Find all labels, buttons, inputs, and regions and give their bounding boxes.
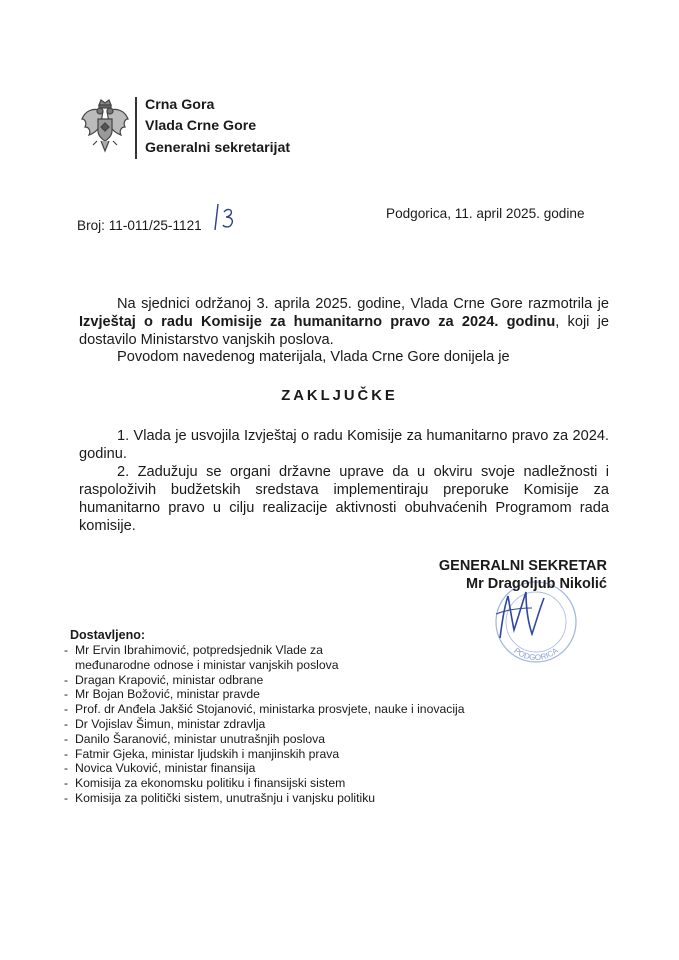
conclusion-item-1-text: 1. Vlada je usvojila Izvještaj o radu Komisije za humanitarno pravo za 2024. godinu. bbox=[79, 428, 609, 462]
list-item: - Komisija za politički sistem, unutrašnju i vanjsku politiku bbox=[64, 791, 465, 806]
conclusion-item-2-text: 2. Zadužuju se organi državne uprave da u okviru svoje nadležnosti i raspoloživih budžetskih sredstava implementiraju preporuke Komisije za humanitarno pravo u cilju realizacije aktivnosti obuhvaćenih Programom rada komisije. bbox=[79, 464, 609, 534]
list-item: - Novica Vuković, ministar finansija bbox=[64, 761, 465, 776]
list-item: - Komisija za ekonomsku politiku i finansijski sistem bbox=[64, 776, 465, 791]
list-item: - Danilo Šaranović, ministar unutrašnjih poslova bbox=[64, 732, 465, 747]
list-item: - Prof. dr Anđela Jakšić Stojanović, ministarka prosvjete, nauke i inovacija bbox=[64, 702, 465, 717]
signatory-name: Mr Dragoljub Nikolić bbox=[466, 576, 607, 592]
intro-text-a: Na sjednici održanoj 3. aprila 2025. godine, Vlada Crne Gore razmotrila je bbox=[117, 296, 609, 312]
header-country: Crna Gora bbox=[145, 97, 215, 113]
reference-number: Broj: 11-011/25-1121 bbox=[77, 218, 202, 233]
distribution-label: Dostavljeno: bbox=[70, 628, 146, 642]
stamp-text: PODGORICA bbox=[512, 646, 560, 663]
list-item: - Fatmir Gjeka, ministar ljudskih i manjinskih prava bbox=[64, 747, 465, 762]
list-item: - Dr Vojislav Šimun, ministar zdravlja bbox=[64, 717, 465, 732]
conclusion-item-1 bbox=[79, 427, 609, 463]
list-item: međunarodne odnose i ministar vanjskih poslova bbox=[75, 657, 339, 672]
place-date: Podgorica, 11. april 2025. godine bbox=[386, 206, 585, 221]
signatory-role: GENERALNI SEKRETAR bbox=[438, 558, 607, 574]
list-item: - Mr Ervin Ibrahimović, potpredsjednik Vlade za bbox=[64, 643, 465, 658]
decision-intro: Povodom navedenog materijala, Vlada Crne Gore donijela je bbox=[117, 349, 510, 365]
conclusions-heading: ZAKLJUČKE bbox=[281, 388, 398, 404]
header-government: Vlada Crne Gore bbox=[145, 118, 257, 134]
header-divider bbox=[135, 97, 137, 159]
distribution-list bbox=[64, 643, 465, 806]
intro-text-b: , koji je dostavilo Ministarstvo vanjskih poslova. bbox=[79, 314, 610, 348]
montenegro-coat-of-arms-icon bbox=[79, 97, 131, 157]
handwritten-suffix-text: /3 bbox=[212, 189, 226, 206]
list-item: - Dragan Krapović, ministar odbrane bbox=[64, 673, 465, 688]
intro-paragraph bbox=[79, 295, 609, 349]
handwritten-suffix bbox=[212, 189, 246, 232]
conclusion-item-2 bbox=[79, 463, 609, 535]
report-title: Izvještaj o radu Komisije za humanitarno pravo za 2024. godinu bbox=[79, 314, 556, 330]
list-item: - Mr Bojan Božović, ministar pravde bbox=[64, 687, 465, 702]
svg-text:PODGORICA bbox=[512, 646, 560, 662]
header-secretariat: Generalni sekretarijat bbox=[145, 140, 291, 156]
